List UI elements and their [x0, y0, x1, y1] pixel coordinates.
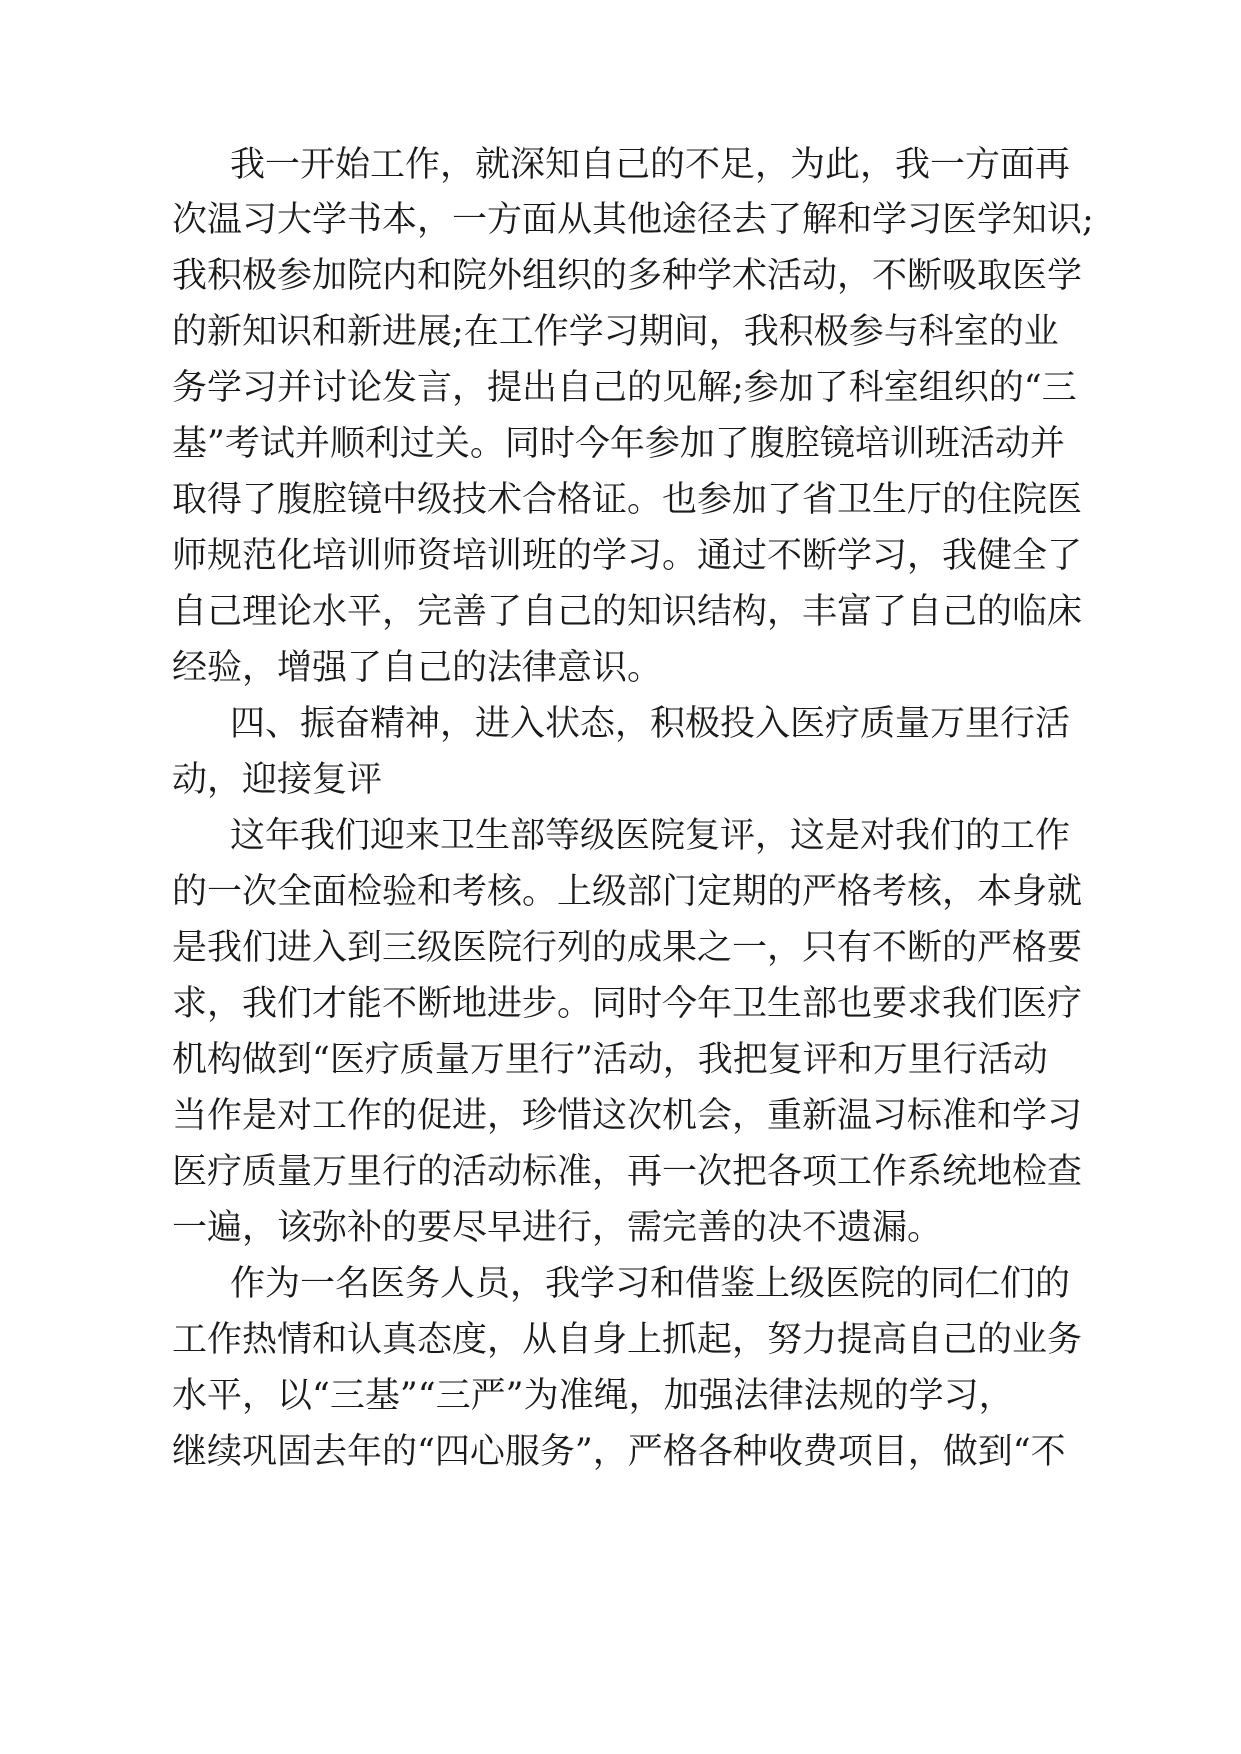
text-line-4: 的新知识和新进展;在工作学习期间，我积极参与科室的业 [172, 312, 1059, 352]
text-line-3: 我积极参加院内和院外组织的多种学术活动，不断吸取医学 [172, 256, 1083, 296]
text-line-2: 次温习大学书本，一方面从其他途径去了解和学习医学知识; [172, 200, 1094, 240]
text-line-15: 是我们进入到三级医院行列的成果之一，只有不断的严格要 [172, 928, 1083, 968]
text-line-10: 经验，增强了自己的法律意识。 [172, 648, 663, 688]
text-line-6: 基”考试并顺利过关。同时今年参加了腹腔镜培训班活动并 [172, 424, 1065, 464]
text-line-24: 继续巩固去年的“四心服务”，严格各种收费项目，做到“不 [172, 1432, 1066, 1472]
text-line-21: 作为一名医务人员，我学习和借鉴上级医院的同仁们的 [230, 1264, 1071, 1304]
text-line-1: 我一开始工作，就深知自己的不足，为此，我一方面再 [230, 145, 1071, 185]
text-line-14: 的一次全面检验和考核。上级部门定期的严格考核，本身就 [172, 872, 1083, 912]
text-line-19: 医疗质量万里行的活动标准，再一次把各项工作系统地检查 [172, 1152, 1083, 1192]
section-heading-line-2: 动，迎接复评 [172, 760, 383, 800]
text-line-9: 自己理论水平，完善了自己的知识结构，丰富了自己的临床 [172, 592, 1083, 632]
text-line-17: 机构做到“医疗质量万里行”活动，我把复评和万里行活动 [172, 1040, 1048, 1080]
text-line-18: 当作是对工作的促进，珍惜这次机会，重新温习标准和学习 [172, 1096, 1083, 1136]
text-line-13: 这年我们迎来卫生部等级医院复评，这是对我们的工作 [230, 816, 1071, 856]
text-line-5: 务学习并讨论发言，提出自己的见解;参加了科室组织的“三 [172, 368, 1077, 408]
section-heading-line-1: 四、振奋精神，进入状态，积极投入医疗质量万里行活 [230, 704, 1071, 744]
text-line-16: 求，我们才能不断地进步。同时今年卫生部也要求我们医疗 [172, 984, 1083, 1024]
text-line-23: 水平，以“三基”“三严”为准绳，加强法律法规的学习， [172, 1376, 1014, 1416]
text-line-22: 工作热情和认真态度，从自身上抓起，努力提高自己的业务 [172, 1320, 1083, 1360]
text-line-20: 一遍，该弥补的要尽早进行，需完善的决不遗漏。 [172, 1208, 943, 1248]
text-line-7: 取得了腹腔镜中级技术合格证。也参加了省卫生厅的住院医 [172, 480, 1083, 520]
text-line-8: 师规范化培训师资培训班的学习。通过不断学习，我健全了 [172, 536, 1083, 576]
